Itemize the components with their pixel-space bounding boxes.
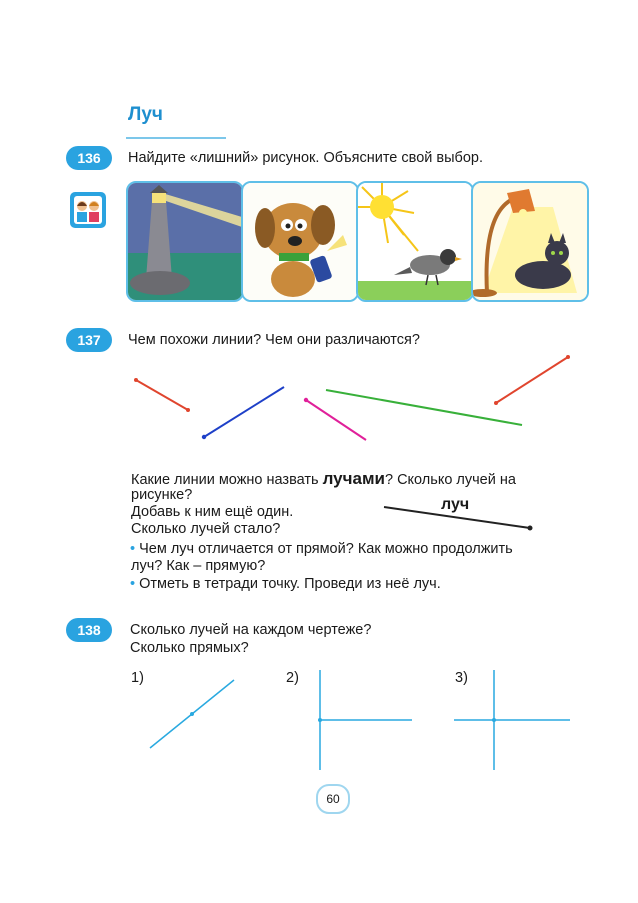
task-137-badge: 137 (66, 328, 112, 352)
drawing-label-3: 3) (455, 670, 468, 686)
task-137-bullet-2: • Отметь в тетради точку. Проведи из неё луч. (130, 576, 441, 592)
task-136-text: Найдите «лишний» рисунок. Объясните свой выбор. (128, 150, 483, 166)
task-136-badge: 136 (66, 146, 112, 170)
task-137-question-2: Добавь к ним ещё один. (131, 504, 294, 520)
ray-label: луч (441, 496, 470, 513)
task-137-text: Чем похожи линии? Чем они различаются? (128, 332, 420, 348)
rays-bold-word: лучами (322, 469, 385, 488)
task-137-bullet-1-cont: луч? Как – прямую? (131, 558, 266, 574)
task-137-bullet-1: • Чем луч отличается от прямой? Как можно продолжить (130, 541, 513, 557)
drawing-label-1: 1) (131, 670, 144, 686)
bullet-icon: • (130, 576, 140, 592)
task-137-question-1: Какие линии можно назвать лучами? Сколько лучей на (131, 469, 516, 488)
page-title: Луч (128, 104, 163, 125)
task-138-badge: 138 (66, 618, 112, 642)
task-138-text-1: Сколько лучей на каждом чертеже? (130, 622, 372, 638)
task-137-question-1-cont: рисунке? (131, 487, 193, 503)
task-138-text-2: Сколько прямых? (130, 640, 249, 656)
task-137-question-3: Сколько лучей стало? (131, 521, 281, 537)
drawing-label-2: 2) (286, 670, 299, 686)
bullet-icon: • (130, 541, 140, 557)
page-number: 60 (316, 784, 350, 814)
